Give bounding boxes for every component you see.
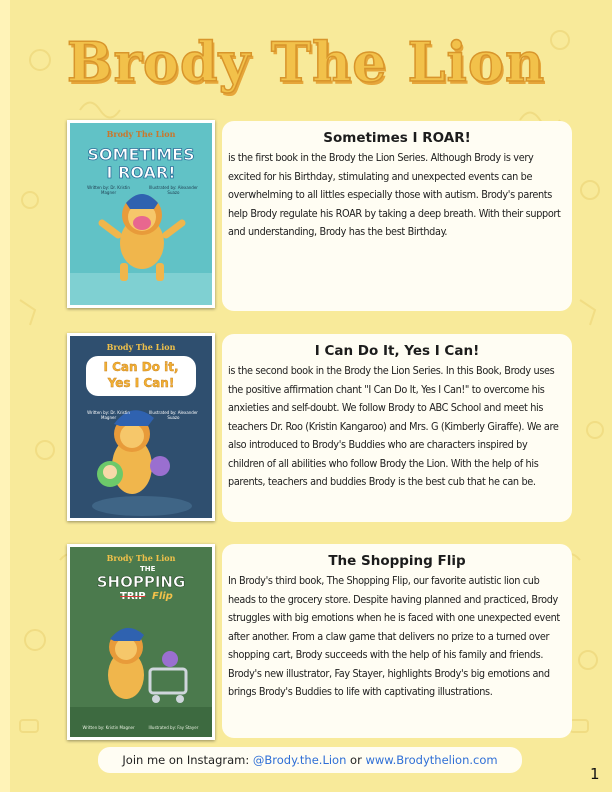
book-cover-i-can-do-it (67, 333, 215, 521)
cover-credits (82, 185, 200, 195)
cover-illustrator: Illustrated by: Fay Stayer (148, 725, 199, 730)
book-title: The Shopping Flip (328, 553, 466, 569)
instagram-link[interactable]: @Brody.the.Lion (252, 753, 347, 767)
footer-prefix: Join me on Instagram: (122, 753, 253, 767)
cover-title-line1: SOMETIMES (87, 145, 195, 164)
book-description: In Brody's third book, The Shopping Flip, our favorite autistic lion cub heads to the grocery store. Despite having planned and practiced, Brody struggles with big emotions when he is faced with one unexpected event after another. From a claw game that delivers no prize to a turned over shopping cart, Brody succeeds with the help of his family and friends. Brody's new illustrator, Fay Stayer, highlights Brody's big emotions and brings Brody's Buddies to life with captivating illustrations. (228, 574, 560, 698)
book-cover-sometimes-i-roar (67, 120, 215, 308)
page-number: 1 (590, 765, 600, 783)
book-title: Sometimes I ROAR! (323, 130, 471, 146)
cover-author: Written by: Dr. Kristin Magner (87, 410, 130, 421)
cover-title-trip: TRIP (120, 591, 146, 602)
book-cover-the-shopping-flip (67, 544, 215, 740)
cover-title-line1: I Can Do it, (103, 360, 179, 374)
cover-title-line2: Yes I Can! (107, 376, 175, 390)
book-description: is the second book in the Brody the Lion Series. In this Book, Brody uses the positive affirmation chant "I Can Do It, Yes I Can!" to overcome his anxieties and self-doubt. We follow Brody to ABC School and meet his teachers Dr. Roo (Kristin Kangaroo) and Mrs. G (Kimberly Giraffe). We are also introduced to Brody's Buddies who are characters inspired by children of all abilities who follow Brody the Lion. With the help of his parents, teachers and buddies Brody is the best cub that he can be. (228, 364, 559, 488)
cover-author: Written by: Kristin Magner (82, 725, 135, 730)
page-edge (0, 0, 10, 792)
cover-title-line2: I ROAR! (106, 163, 176, 182)
cover-credits (82, 725, 200, 730)
cover-title-the: THE (140, 565, 156, 573)
cover-title-shopping: SHOPPING (96, 573, 186, 591)
footer-social-links (98, 747, 522, 773)
cover-credits (82, 410, 200, 420)
cover-illustrator: Illustrated by: Alexander Suazo (148, 185, 198, 196)
book-description: is the first book in the Brody the Lion Series. Although Brody is very excited for his Birthday, stimulating and unexpected events can be overwhelming to all littles especially those with autism. Brody's parents help Brody regulate his ROAR by taking a deep breath. With their support and understanding, Brody has the best Birthday. (228, 151, 561, 238)
book-card-sometimes-i-roar (222, 121, 572, 311)
cover-illustrator: Illustrated by: Alexander Suazo (148, 410, 198, 421)
cover-series-label: Brody The Lion (106, 129, 176, 139)
book-title: I Can Do It, Yes I Can! (314, 343, 480, 359)
cover-title-flip: Flip (152, 591, 173, 602)
book-card-i-can-do-it (222, 334, 572, 522)
page-title: Brody The Lion (66, 30, 546, 94)
cover-author: Written by: Dr. Kristin Magner (87, 185, 130, 196)
website-link[interactable]: www.Brodythelion.com (365, 753, 498, 767)
book-card-the-shopping-flip (222, 544, 572, 738)
cover-series-label: Brody The Lion (106, 553, 176, 563)
footer-connector: or (346, 753, 366, 767)
cover-series-label: Brody The Lion (106, 342, 176, 352)
